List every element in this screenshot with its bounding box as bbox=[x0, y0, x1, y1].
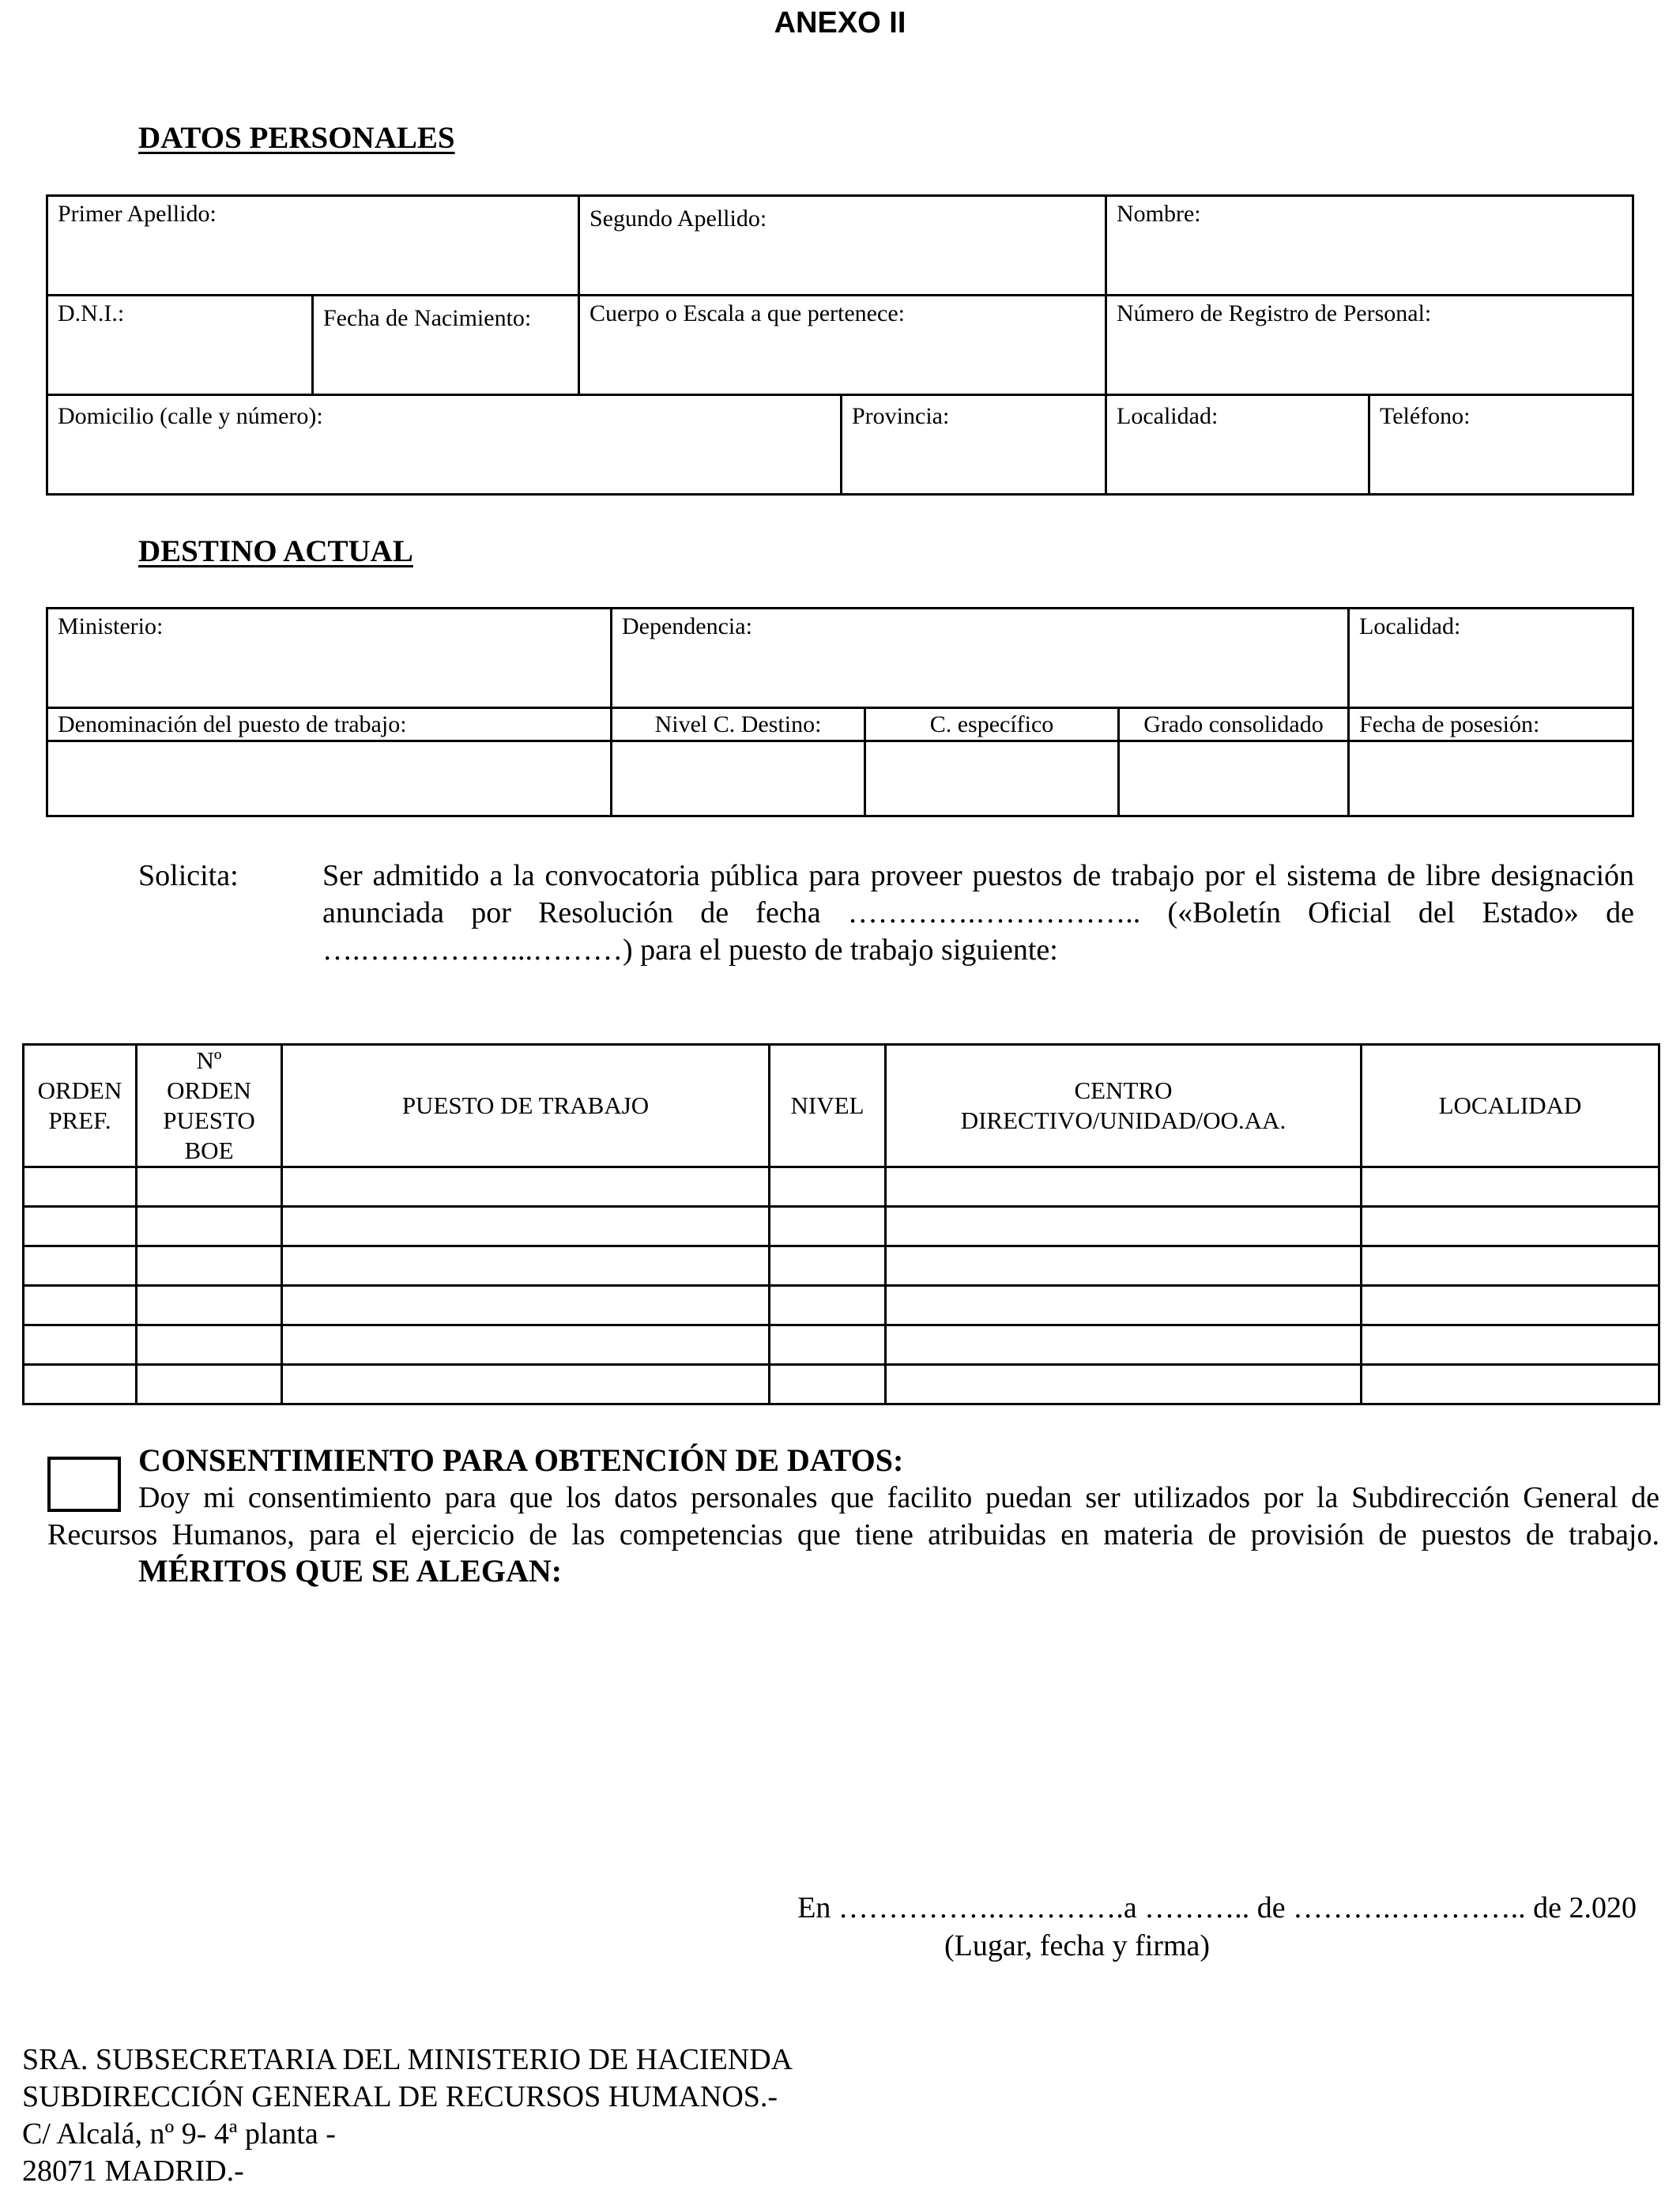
table-cell[interactable] bbox=[1362, 1365, 1659, 1404]
table-cell[interactable] bbox=[137, 1365, 282, 1404]
recipient-line-4: 28071 MADRID.- bbox=[22, 2154, 244, 2188]
table-cell[interactable] bbox=[282, 1286, 770, 1325]
table-cell[interactable] bbox=[24, 1167, 137, 1207]
table-cell[interactable] bbox=[886, 1325, 1362, 1365]
localidad-destino-field[interactable] bbox=[1347, 607, 1634, 709]
recipient-line-3: C/ Alcalá, nº 9- 4ª planta - bbox=[22, 2117, 336, 2151]
table-header-row bbox=[24, 1045, 1659, 1167]
grado-consolidado-header bbox=[1117, 707, 1350, 742]
table-cell[interactable] bbox=[282, 1167, 770, 1207]
table-row bbox=[24, 1286, 1659, 1325]
meritos-heading: MÉRITOS QUE SE ALEGAN: bbox=[138, 1553, 563, 1589]
orden-pref-header: ORDEN PREF. bbox=[24, 1045, 137, 1167]
provincia-label: Provincia: bbox=[852, 403, 950, 429]
nivel-destino-input[interactable] bbox=[610, 740, 866, 817]
telefono-label: Teléfono: bbox=[1380, 403, 1471, 429]
nivel-destino-header bbox=[610, 707, 866, 742]
table-row bbox=[24, 1246, 1659, 1286]
table-cell[interactable] bbox=[137, 1167, 282, 1207]
table-cell[interactable] bbox=[282, 1246, 770, 1286]
table-cell[interactable] bbox=[770, 1207, 886, 1246]
cuerpo-escala-label: Cuerpo o Escala a que pertenece: bbox=[590, 300, 905, 326]
consent-title: CONSENTIMIENTO PARA OBTENCIÓN DE DATOS: bbox=[138, 1442, 904, 1478]
table-cell[interactable] bbox=[886, 1167, 1362, 1207]
localidad-label: Localidad: bbox=[1117, 403, 1219, 429]
recipient-address bbox=[22, 2041, 793, 2190]
nivel-destino-label: Nivel C. Destino: bbox=[654, 711, 822, 737]
table-row bbox=[24, 1167, 1659, 1207]
table-cell[interactable] bbox=[1362, 1286, 1659, 1325]
nivel-header: NIVEL bbox=[770, 1045, 886, 1167]
consent-text: Doy mi consentimiento para que los datos personales que facilito puedan ser utilizados por la Subdirección General de Recursos Humanos, para el ejercicio de las competencias que tiene atribuidas en materia de provisión de puestos de trabajo. bbox=[47, 1481, 1659, 1551]
table-cell[interactable] bbox=[770, 1167, 886, 1207]
dependencia-label: Dependencia: bbox=[622, 613, 752, 639]
localidad-header: LOCALIDAD bbox=[1362, 1045, 1659, 1167]
signature-date-line: En …………….………….a ……….. de ……….………….. de 2.020 bbox=[797, 1891, 1637, 1924]
recipient-line-2: SUBDIRECCIÓN GENERAL DE RECURSOS HUMANOS.- bbox=[22, 2080, 778, 2113]
datos-personales-heading: DATOS PERSONALES bbox=[138, 121, 455, 155]
segundo-apellido-field[interactable] bbox=[578, 194, 1107, 296]
segundo-apellido-label: Segundo Apellido: bbox=[590, 205, 767, 232]
denominacion-input[interactable] bbox=[46, 740, 612, 817]
table-cell[interactable] bbox=[1362, 1167, 1659, 1207]
num-orden-header: Nº ORDEN PUESTO BOE bbox=[137, 1045, 282, 1167]
puesto-header: PUESTO DE TRABAJO bbox=[282, 1045, 770, 1167]
table-cell[interactable] bbox=[282, 1365, 770, 1404]
grado-consolidado-label: Grado consolidado bbox=[1143, 711, 1324, 737]
table-row bbox=[24, 1207, 1659, 1246]
signature-caption: (Lugar, fecha y firma) bbox=[944, 1929, 1211, 1962]
primer-apellido-field[interactable] bbox=[46, 194, 580, 296]
centro-header: CENTRO DIRECTIVO/UNIDAD/OO.AA. bbox=[886, 1045, 1362, 1167]
table-cell[interactable] bbox=[24, 1246, 137, 1286]
nombre-label: Nombre: bbox=[1117, 201, 1201, 227]
fecha-nacimiento-label: Fecha de Nacimiento: bbox=[323, 305, 532, 331]
table-cell[interactable] bbox=[24, 1365, 137, 1404]
table-cell[interactable] bbox=[770, 1325, 886, 1365]
table-cell[interactable] bbox=[24, 1207, 137, 1246]
puestos-table-body bbox=[24, 1167, 1659, 1404]
page-title: ANEXO II bbox=[774, 6, 906, 40]
recipient-line-1: SRA. SUBSECRETARIA DEL MINISTERIO DE HACIENDA bbox=[22, 2043, 793, 2076]
denominacion-header bbox=[46, 707, 612, 742]
table-row bbox=[24, 1365, 1659, 1404]
table-cell[interactable] bbox=[137, 1246, 282, 1286]
denominacion-label: Denominación del puesto de trabajo: bbox=[58, 711, 407, 737]
table-cell[interactable] bbox=[886, 1365, 1362, 1404]
c-especifico-input[interactable] bbox=[864, 740, 1120, 817]
fecha-posesion-input[interactable] bbox=[1347, 740, 1634, 817]
table-cell[interactable] bbox=[770, 1365, 886, 1404]
dependencia-field[interactable] bbox=[610, 607, 1350, 709]
table-cell[interactable] bbox=[886, 1286, 1362, 1325]
cuerpo-escala-field[interactable] bbox=[578, 294, 1107, 396]
table-cell[interactable] bbox=[282, 1207, 770, 1246]
table-cell[interactable] bbox=[1362, 1207, 1659, 1246]
domicilio-field[interactable] bbox=[46, 394, 842, 496]
localidad-field[interactable] bbox=[1105, 394, 1370, 496]
table-cell[interactable] bbox=[24, 1325, 137, 1365]
solicita-label: Solicita: bbox=[138, 859, 239, 892]
dni-field[interactable] bbox=[46, 294, 314, 396]
primer-apellido-label: Primer Apellido: bbox=[58, 201, 217, 227]
fecha-nacimiento-field[interactable] bbox=[311, 294, 580, 396]
grado-consolidado-input[interactable] bbox=[1117, 740, 1350, 817]
table-cell[interactable] bbox=[1362, 1325, 1659, 1365]
ministerio-label: Ministerio: bbox=[58, 613, 164, 639]
domicilio-label: Domicilio (calle y número): bbox=[58, 403, 323, 429]
table-cell[interactable] bbox=[1362, 1246, 1659, 1286]
telefono-field[interactable] bbox=[1368, 394, 1634, 496]
table-cell[interactable] bbox=[137, 1207, 282, 1246]
provincia-field[interactable] bbox=[840, 394, 1107, 496]
destino-actual-heading: DESTINO ACTUAL bbox=[138, 534, 413, 568]
dni-label: D.N.I.: bbox=[58, 300, 125, 326]
localidad-destino-label: Localidad: bbox=[1359, 613, 1461, 639]
puestos-table bbox=[22, 1043, 1660, 1405]
table-cell[interactable] bbox=[770, 1286, 886, 1325]
numero-registro-label: Número de Registro de Personal: bbox=[1117, 300, 1432, 326]
numero-registro-field[interactable] bbox=[1105, 294, 1634, 396]
table-cell[interactable] bbox=[770, 1246, 886, 1286]
table-cell[interactable] bbox=[137, 1325, 282, 1365]
table-cell[interactable] bbox=[886, 1246, 1362, 1286]
ministerio-field[interactable] bbox=[46, 607, 612, 709]
table-cell[interactable] bbox=[24, 1286, 137, 1325]
table-cell[interactable] bbox=[282, 1325, 770, 1365]
table-cell[interactable] bbox=[886, 1207, 1362, 1246]
c-especifico-header bbox=[864, 707, 1120, 742]
table-row bbox=[24, 1325, 1659, 1365]
solicita-text: Ser admitido a la convocatoria pública para proveer puestos de trabajo por el sistema de libre designación anunciada por Resolución de fecha ………….…………….. («Boletín Oficial del Estado» de ….……………...………) para el puesto de trabajo siguiente: bbox=[322, 859, 1634, 967]
nombre-field[interactable] bbox=[1105, 194, 1634, 296]
c-especifico-label: C. específico bbox=[929, 711, 1054, 737]
table-cell[interactable] bbox=[137, 1286, 282, 1325]
fecha-posesion-header bbox=[1347, 707, 1634, 742]
fecha-posesion-label: Fecha de posesión: bbox=[1359, 711, 1540, 737]
